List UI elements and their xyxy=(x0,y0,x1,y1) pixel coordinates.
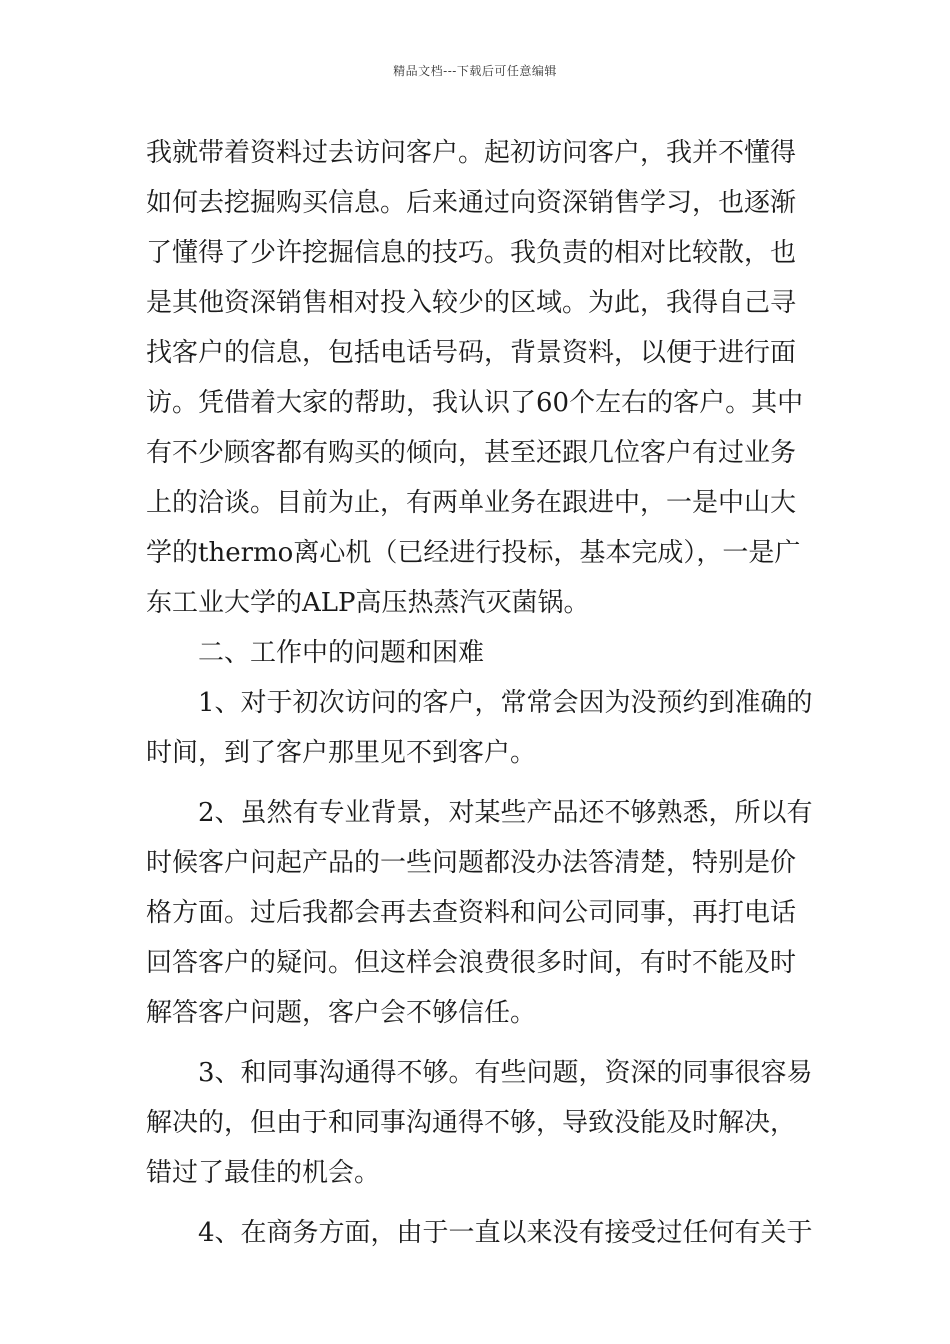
text-line: 学的thermo离心机（已经进行投标，基本完成），一是广 xyxy=(146,538,801,568)
text-line: 回答客户的疑问。但这样会浪费很多时间，有时不能及时 xyxy=(146,948,797,978)
text-line: 东工业大学的ALP高压热蒸汽灭菌锅。 xyxy=(146,588,590,618)
text-line: 我就带着资料过去访问客户。起初访问客户，我并不懂得 xyxy=(146,138,797,168)
heading-text: 二、工作中的问题和困难 xyxy=(198,638,485,668)
text-line: 时候客户问起产品的一些问题都没办法答清楚，特别是价 xyxy=(146,848,797,878)
text-line: 2、虽然有专业背景，对某些产品还不够熟悉，所以有 xyxy=(198,798,813,828)
text-line: 格方面。过后我都会再去查资料和问公司同事，再打电话 xyxy=(146,898,797,928)
text-line: 解答客户问题，客户会不够信任。 xyxy=(146,998,537,1028)
page-header: 精品文档---下载后可任意编辑 xyxy=(393,64,557,78)
text-line: 找客户的信息，包括电话号码，背景资料，以便于进行面 xyxy=(146,338,797,368)
text-line: 解决的，但由于和同事沟通得不够，导致没能及时解决， xyxy=(146,1108,797,1138)
section-heading xyxy=(146,628,806,678)
text-line: 如何去挖掘购买信息。后来通过向资深销售学习，也逐渐 xyxy=(146,188,797,218)
text-line: 是其他资深销售相对投入较少的区域。为此，我得自己寻 xyxy=(146,288,797,318)
text-line: 时间，到了客户那里见不到客户。 xyxy=(146,738,537,768)
paragraph-1 xyxy=(146,128,806,628)
list-item-2 xyxy=(146,788,813,1038)
list-item-3 xyxy=(146,1048,813,1198)
list-item-1 xyxy=(146,678,813,778)
text-line: 有不少顾客都有购买的倾向，甚至还跟几位客户有过业务 xyxy=(146,438,797,468)
text-line: 了懂得了少许挖掘信息的技巧。我负责的相对比较散，也 xyxy=(146,238,797,268)
text-line: 3、和同事沟通得不够。有些问题，资深的同事很容易 xyxy=(198,1058,813,1088)
text-line: 4、在商务方面，由于一直以来没有接受过任何有关于 xyxy=(198,1218,813,1248)
text-line: 访。凭借着大家的帮助，我认识了60个左右的客户。其中 xyxy=(146,388,804,418)
document-body xyxy=(146,128,813,1258)
text-line: 1、对于初次访问的客户，常常会因为没预约到准确的 xyxy=(198,688,813,718)
text-line: 上的洽谈。目前为止，有两单业务在跟进中，一是中山大 xyxy=(146,488,797,518)
text-line: 错过了最佳的机会。 xyxy=(146,1158,381,1188)
list-item-4 xyxy=(146,1208,813,1258)
